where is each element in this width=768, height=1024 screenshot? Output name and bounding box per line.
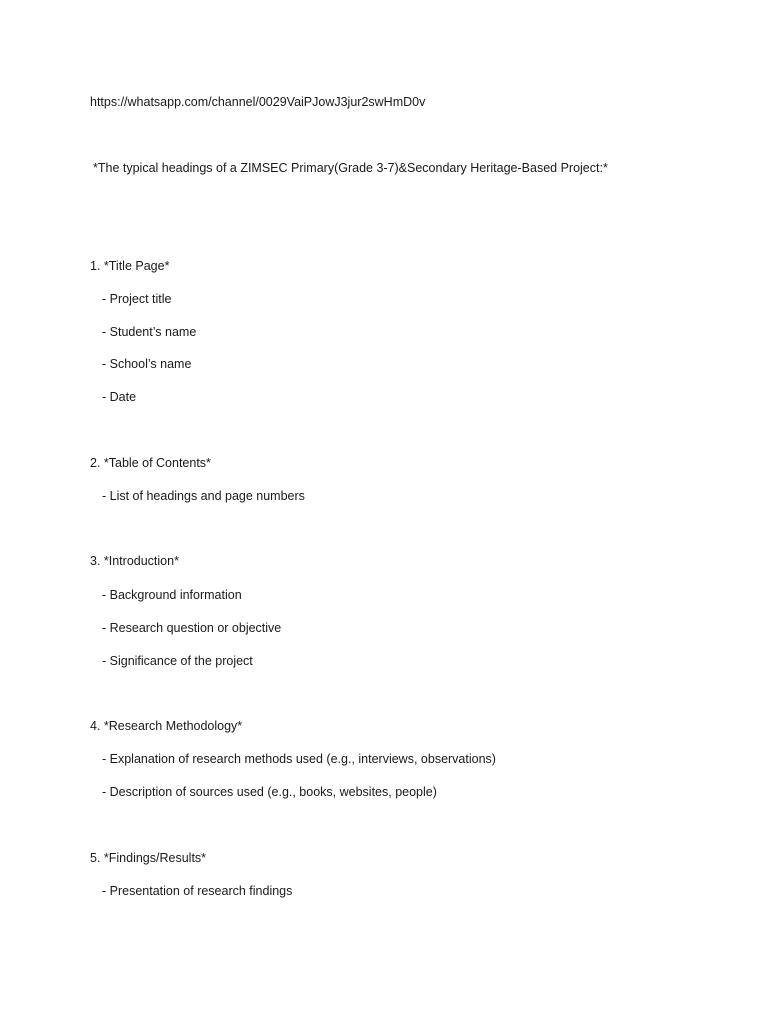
section-title-table-of-contents: 2. *Table of Contents* [90, 456, 211, 470]
list-item: - Research question or objective [102, 621, 282, 635]
list-item: - Description of sources used (e.g., books, websites, people) [102, 785, 437, 799]
document-intro-heading: *The typical headings of a ZIMSEC Primary(Grade 3-7)&Secondary Heritage-Based Project:* [93, 161, 608, 175]
list-item: - Significance of the project [102, 654, 253, 668]
list-item: - Explanation of research methods used (e.g., interviews, observations) [102, 752, 496, 766]
list-item: - Project title [102, 292, 172, 306]
section-title-research-methodology: 4. *Research Methodology* [90, 719, 243, 733]
list-item: - School’s name [102, 357, 192, 371]
section-title-findings-results: 5. *Findings/Results* [90, 851, 207, 865]
list-item: - Background information [102, 588, 242, 602]
channel-link[interactable]: https://whatsapp.com/channel/0029VaiPJowJ3jur2swHmD0v [90, 95, 426, 109]
section-title-title-page: 1. *Title Page* [90, 259, 170, 273]
list-item: - Student’s name [102, 325, 197, 339]
list-item: - List of headings and page numbers [102, 489, 305, 503]
section-title-introduction: 3. *Introduction* [90, 554, 179, 568]
list-item: - Presentation of research findings [102, 884, 293, 898]
list-item: - Date [102, 390, 137, 404]
